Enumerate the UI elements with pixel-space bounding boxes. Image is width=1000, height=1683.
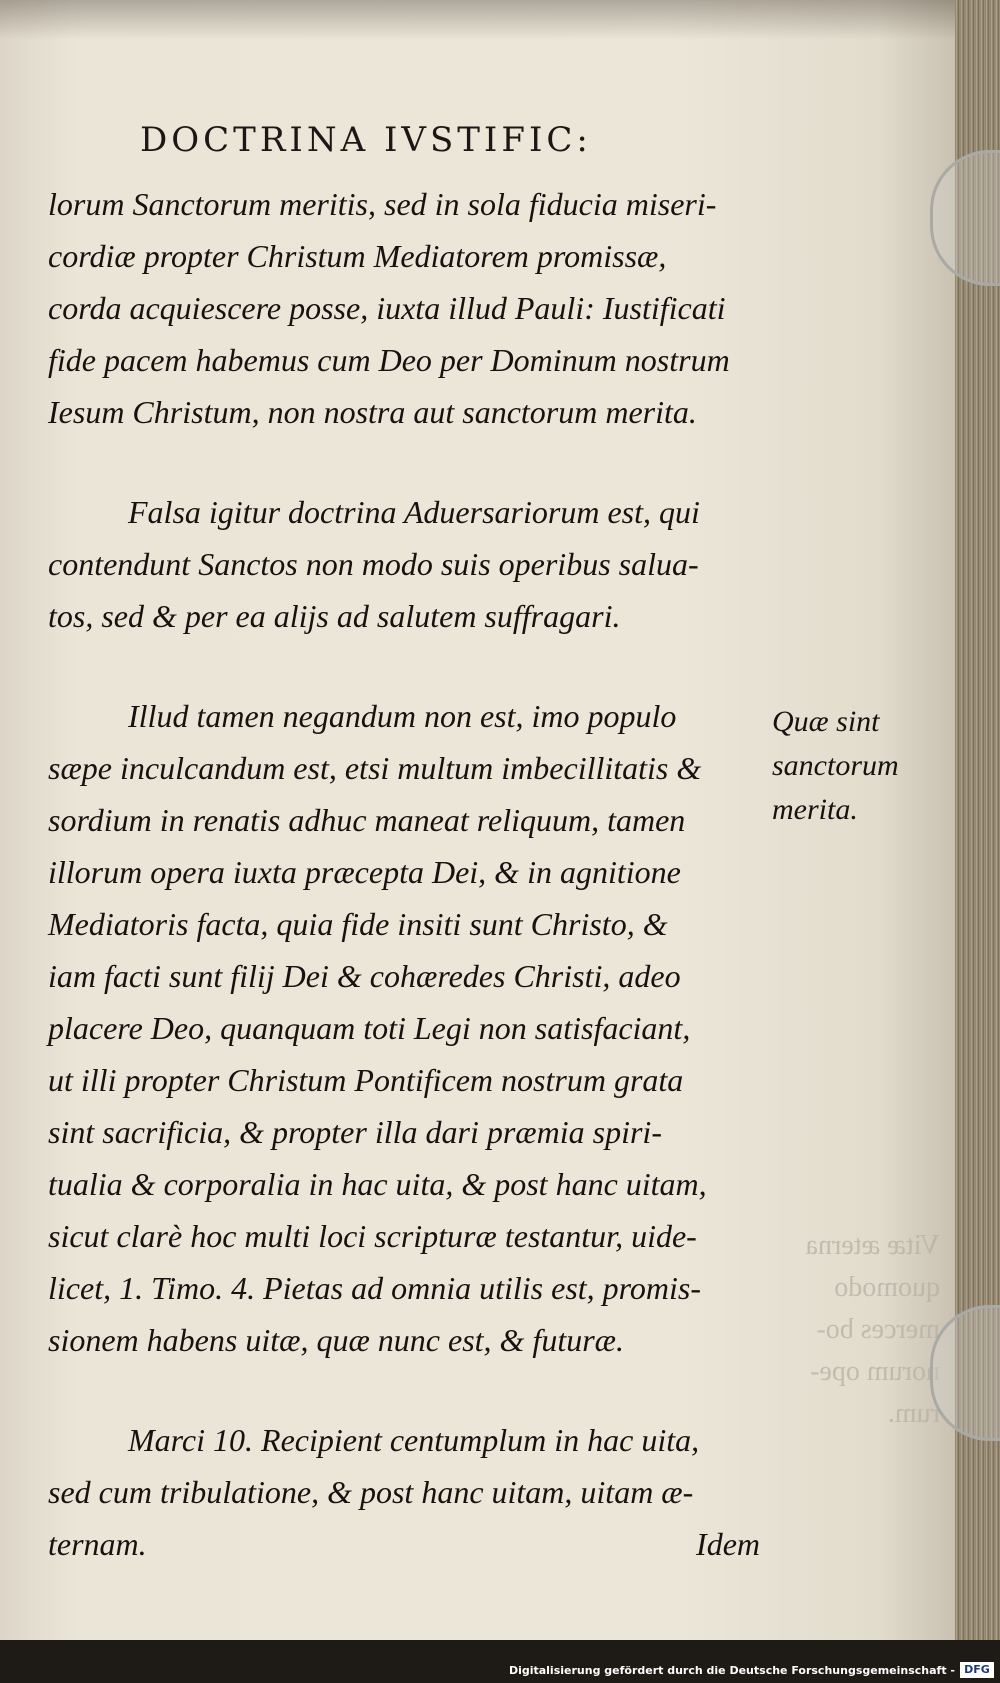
bleed-line: Vitæ æterna [805,1230,940,1261]
text-line: iam facti sunt filij Dei & cohæredes Christi, adeo [48,958,681,994]
paragraph-3 [48,690,768,1366]
text-line: sint sacrificia, & propter illa dari præmia spiri- [48,1114,662,1150]
page-shadow [0,0,955,40]
paragraph-2 [48,486,768,642]
running-head: DOCTRINA IVSTIFIC: [140,120,592,160]
margin-note-line: sanctorum [772,749,899,782]
text-line-end: ternam. [48,1526,147,1562]
text-line: contendunt Sanctos non modo suis operibus salua- [48,546,699,582]
margin-note-line: merita. [772,793,858,826]
dfg-logo: DFG [960,1662,994,1678]
text-line: cordiæ propter Christum Mediatorem promissæ, [48,238,667,274]
paragraph-4 [48,1414,768,1570]
text-line: sionem habens uitæ, quæ nunc est, & futuræ. [48,1322,624,1358]
text-line: sordium in renatis adhuc maneat reliquum, tamen [48,802,686,838]
text-line: tos, sed & per ea alijs ad salutem suffragari. [48,598,621,634]
catchword: Idem [696,1526,760,1562]
margin-note-line: Quæ sint [772,705,880,738]
text-line: fide pacem habemus cum Deo per Dominum nostrum [48,342,730,378]
main-text [48,178,768,1570]
text-line: Illud tamen negandum non est, imo populo [128,698,677,734]
bleed-line: merces bo- [816,1314,940,1345]
text-line: Marci 10. Recipient centumplum in hac uita, [128,1422,700,1458]
text-line: corda acquiescere posse, iuxta illud Pauli: Iustificati [48,290,726,326]
bleed-line: quomodo [834,1272,940,1303]
text-line: Mediatoris facta, quia fide insiti sunt Christo, & [48,906,668,942]
text-line: sæpe inculcandum est, etsi multum imbecillitatis & [48,750,702,786]
text-line: sicut clarè hoc multi loci scripturæ testantur, uide- [48,1218,697,1254]
text-line [48,1518,768,1570]
bleed-line: norum ope- [810,1356,940,1387]
text-line: placere Deo, quanquam toti Legi non satisfaciant, [48,1010,691,1046]
paragraph-1 [48,178,768,438]
text-line: Falsa igitur doctrina Aduersariorum est, qui [128,494,700,530]
text-line: sed cum tribulatione, & post hanc uitam, uitam æ- [48,1474,694,1510]
text-line: ut illi propter Christum Pontificem nostrum grata [48,1062,684,1098]
digitization-credit: Digitalisierung gefördert durch die Deutsche Forschungsgemeinschaft - [508,1664,955,1677]
text-line: licet, 1. Timo. 4. Pietas ad omnia utilis est, promis- [48,1270,702,1306]
text-line: Iesum Christum, non nostra aut sanctorum merita. [48,394,697,430]
bleed-through-text [760,1225,940,1435]
text-line: tualia & corporalia in hac uita, & post hanc uitam, [48,1166,707,1202]
bleed-line: rum. [887,1398,940,1429]
margin-note [772,700,942,832]
text-line: lorum Sanctorum meritis, sed in sola fiducia miseri- [48,186,717,222]
text-line: illorum opera iuxta præcepta Dei, & in agnitione [48,854,681,890]
